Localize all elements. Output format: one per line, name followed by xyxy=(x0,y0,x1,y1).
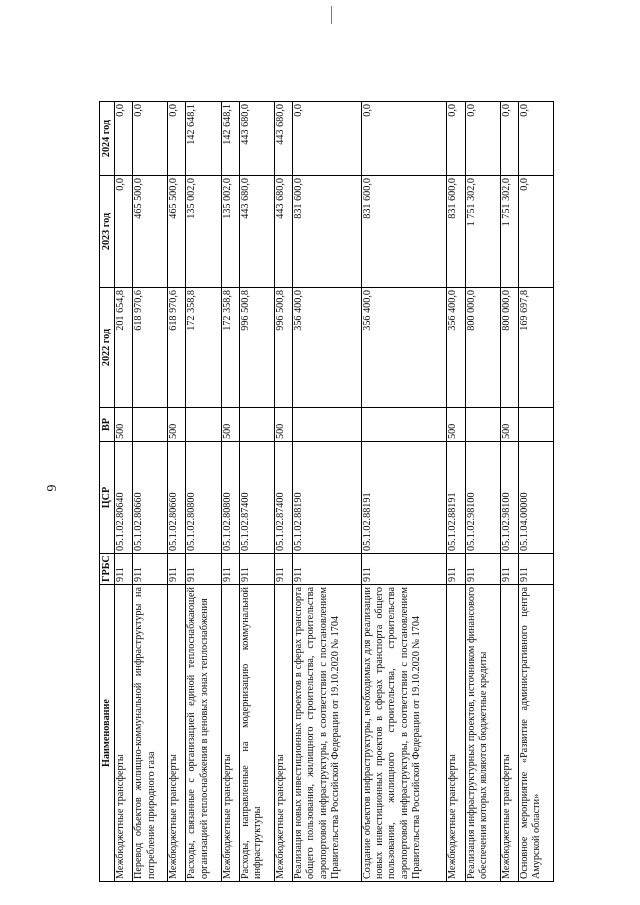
row-vr xyxy=(186,408,221,442)
table-row xyxy=(518,102,553,882)
row-grbs: 911 xyxy=(186,554,221,585)
row-2023: 831 600,0 xyxy=(293,176,362,288)
header-2024: 2024 год xyxy=(100,102,115,176)
row-vr xyxy=(293,408,362,442)
row-name: Межбюджетные трансферты xyxy=(115,585,133,882)
table-row xyxy=(168,102,186,882)
row-name: Создание объектов инфраструктуры, необходимых для реализации новых инвестиционных проектов в сферах транспорта общего пользования, жилищного строительства, строительства аэропортовой инфраструктуры, в соответствии с постановлением Правительства Российской Федерации от 19.10.2020 № 1704 xyxy=(361,585,447,882)
table-row xyxy=(447,102,465,882)
row-csr: 05.1.02.88190 xyxy=(293,442,362,554)
row-2024: 0,0 xyxy=(133,102,168,176)
row-2022: 996 500,8 xyxy=(274,288,292,408)
row-name: Перевод объектов жилищно-коммунальной инфраструктуры на потребление природного газа xyxy=(133,585,168,882)
row-2023: 465 500,0 xyxy=(168,176,186,288)
row-vr: 500 xyxy=(168,408,186,442)
row-2023: 831 600,0 xyxy=(361,176,447,288)
header-name: Наименование xyxy=(100,585,115,882)
row-2024: 0,0 xyxy=(465,102,500,176)
row-2022: 618 970,6 xyxy=(133,288,168,408)
row-name: Реализация новых инвестиционных проектов в сферах транспорта общего пользования, жилищного строительства, строительства аэропортовой инфраструктуры, в соответствии с постановлением Правительства Российской Федерации от 19.10.2020 № 1704 xyxy=(293,585,362,882)
row-2023: 831 600,0 xyxy=(447,176,465,288)
header-2022: 2022 год xyxy=(100,288,115,408)
row-2024: 0,0 xyxy=(500,102,518,176)
row-csr: 05.1.02.80660 xyxy=(168,442,186,554)
row-name: Основное мероприятие «Развитие административного центра Амурской области» xyxy=(518,585,553,882)
row-2022: 996 500,8 xyxy=(239,288,274,408)
header-csr: ЦСР xyxy=(100,442,115,554)
row-grbs: 911 xyxy=(361,554,447,585)
row-grbs: 911 xyxy=(447,554,465,585)
table-row xyxy=(361,102,447,882)
row-csr: 05.1.02.80800 xyxy=(221,442,239,554)
row-name: Расходы, направленные на модернизацию коммунальной инфраструктуры xyxy=(239,585,274,882)
row-2023: 443 680,0 xyxy=(274,176,292,288)
row-2022: 800 000,0 xyxy=(500,288,518,408)
row-csr: 05.1.02.98100 xyxy=(500,442,518,554)
table-row xyxy=(221,102,239,882)
row-name: Межбюджетные трансферты xyxy=(168,585,186,882)
row-2022: 169 697,8 xyxy=(518,288,553,408)
row-vr: 500 xyxy=(447,408,465,442)
row-2024: 0,0 xyxy=(293,102,362,176)
row-grbs: 911 xyxy=(500,554,518,585)
row-2024: 0,0 xyxy=(361,102,447,176)
row-grbs: 911 xyxy=(239,554,274,585)
table-row xyxy=(500,102,518,882)
row-csr: 05.1.02.87400 xyxy=(274,442,292,554)
table-row xyxy=(465,102,500,882)
table-row xyxy=(274,102,292,882)
table-row xyxy=(133,102,168,882)
row-name: Межбюджетные трансферты xyxy=(447,585,465,882)
row-name: Расходы, связанные с организацией единой теплоснабжающей организацией теплоснабжения в ценовых зонах теплоснабжения xyxy=(186,585,221,882)
row-2024: 443 680,0 xyxy=(274,102,292,176)
row-2024: 0,0 xyxy=(447,102,465,176)
row-2024: 0,0 xyxy=(115,102,133,176)
row-2023: 443 680,0 xyxy=(239,176,274,288)
scan-mark xyxy=(331,6,332,24)
row-2022: 618 970,6 xyxy=(168,288,186,408)
row-2023: 1 751 302,0 xyxy=(465,176,500,288)
header-vr: ВР xyxy=(100,408,115,442)
row-2024: 142 648,1 xyxy=(221,102,239,176)
row-csr: 05.1.02.88191 xyxy=(447,442,465,554)
row-vr xyxy=(133,408,168,442)
row-2023: 1 751 302,0 xyxy=(500,176,518,288)
row-csr: 05.1.02.80640 xyxy=(115,442,133,554)
row-vr xyxy=(361,408,447,442)
table-header-row xyxy=(100,102,115,882)
table-row xyxy=(115,102,133,882)
row-2023: 135 002,0 xyxy=(221,176,239,288)
row-grbs: 911 xyxy=(518,554,553,585)
row-grbs: 911 xyxy=(221,554,239,585)
rotated-page-content xyxy=(99,102,554,882)
row-vr: 500 xyxy=(274,408,292,442)
row-vr xyxy=(518,408,553,442)
row-vr: 500 xyxy=(500,408,518,442)
row-2022: 356 400,0 xyxy=(293,288,362,408)
row-vr xyxy=(239,408,274,442)
row-name: Реализация инфраструктурных проектов, источником финансового обеспечения которых являются бюджетные кредиты xyxy=(465,585,500,882)
row-2022: 172 358,8 xyxy=(186,288,221,408)
row-csr: 05.1.02.98100 xyxy=(465,442,500,554)
table-row xyxy=(186,102,221,882)
header-grbs: ГРБС xyxy=(100,554,115,585)
row-2024: 0,0 xyxy=(168,102,186,176)
row-grbs: 911 xyxy=(168,554,186,585)
row-csr: 05.1.02.80800 xyxy=(186,442,221,554)
budget-table xyxy=(99,101,554,882)
row-name: Межбюджетные трансферты xyxy=(500,585,518,882)
row-csr: 05.1.02.88191 xyxy=(361,442,447,554)
row-2022: 201 654,8 xyxy=(115,288,133,408)
row-grbs: 911 xyxy=(115,554,133,585)
table-row xyxy=(293,102,362,882)
row-csr: 05.1.02.80660 xyxy=(133,442,168,554)
row-grbs: 911 xyxy=(293,554,362,585)
row-2022: 356 400,0 xyxy=(361,288,447,408)
row-2023: 0,0 xyxy=(518,176,553,288)
row-2022: 800 000,0 xyxy=(465,288,500,408)
row-2022: 172 358,8 xyxy=(221,288,239,408)
row-csr: 05.1.04.00000 xyxy=(518,442,553,554)
row-grbs: 911 xyxy=(133,554,168,585)
row-2022: 356 400,0 xyxy=(447,288,465,408)
row-vr: 500 xyxy=(115,408,133,442)
table-row xyxy=(239,102,274,882)
row-2023: 135 002,0 xyxy=(186,176,221,288)
row-name: Межбюджетные трансферты xyxy=(274,585,292,882)
row-2023: 465 500,0 xyxy=(133,176,168,288)
row-name: Межбюджетные трансферты xyxy=(221,585,239,882)
header-2023: 2023 год xyxy=(100,176,115,288)
row-2024: 443 680,0 xyxy=(239,102,274,176)
page-number: 6 xyxy=(43,484,58,492)
row-vr: 500 xyxy=(221,408,239,442)
row-grbs: 911 xyxy=(465,554,500,585)
row-csr: 05.1.02.87400 xyxy=(239,442,274,554)
row-vr xyxy=(465,408,500,442)
row-2023: 0,0 xyxy=(115,176,133,288)
row-grbs: 911 xyxy=(274,554,292,585)
row-2024: 142 648,1 xyxy=(186,102,221,176)
row-2024: 0,0 xyxy=(518,102,553,176)
